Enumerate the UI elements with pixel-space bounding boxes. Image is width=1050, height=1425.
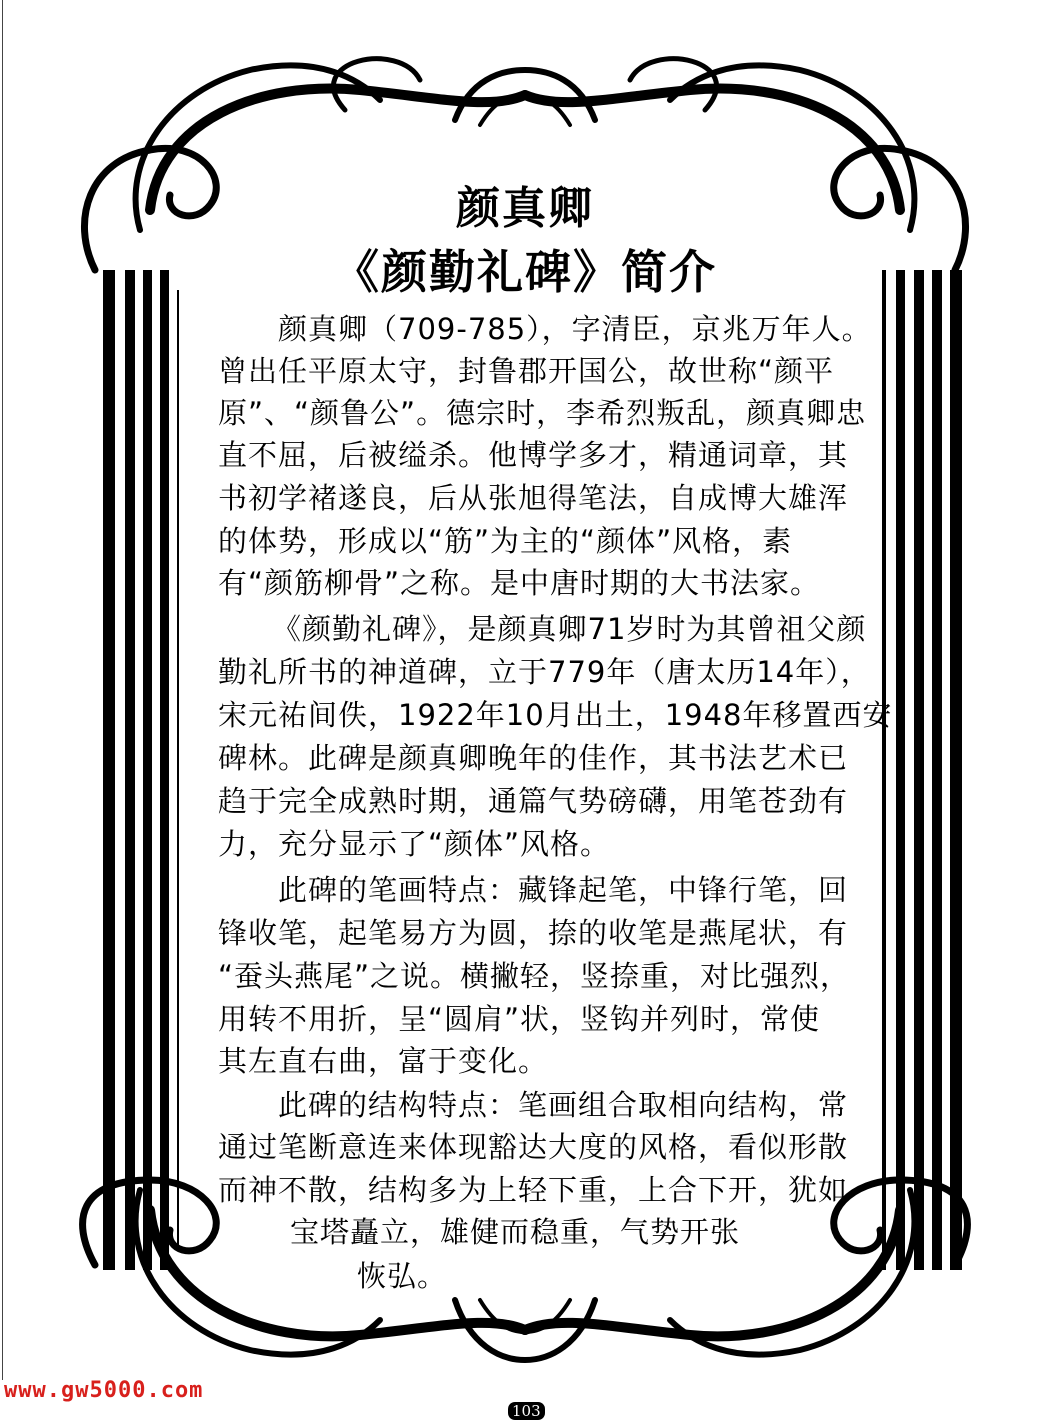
- body-line: 《颜勤礼碑》，是颜真卿71岁时为其曾祖父颜: [272, 612, 867, 646]
- body-line: 通过笔断意连来体现豁达大度的风格，看似形散: [218, 1130, 849, 1164]
- left-bar-3: [143, 270, 152, 1270]
- body-line: “蚕头燕尾”之说。横撇轻，竖捺重，对比强烈，: [218, 959, 851, 993]
- body-line: 而神不散，结构多为上轻下重，上合下开，犹如: [218, 1173, 849, 1207]
- left-bar-4: [160, 270, 169, 1270]
- watermark-url: www.gw5000.com: [4, 1378, 204, 1403]
- body-line: 直不屈，后被缢杀。他博学多才，精通词章，其: [218, 438, 849, 472]
- right-bar-5: [950, 270, 962, 1270]
- right-bar-2: [896, 270, 905, 1270]
- left-bar-5: [177, 290, 179, 1250]
- body-line: 锋收笔，起笔易方为圆，捺的收笔是燕尾状，有: [218, 916, 849, 950]
- right-bar-1: [882, 270, 886, 1270]
- body-line: 勤礼所书的神道碑，立于779年（唐太历14年），: [218, 655, 871, 689]
- right-bar-3: [914, 270, 924, 1270]
- body-line: 原”、“颜鲁公”。德宗时，李希烈叛乱，颜真卿忠: [218, 396, 867, 430]
- body-line: 恢弘。: [357, 1259, 448, 1293]
- book-title: 《颜勤礼碑》简介: [333, 245, 717, 299]
- body-line: 其左直右曲，富于变化。: [218, 1044, 549, 1078]
- body-line: 力，充分显示了“颜体”风格。: [218, 827, 611, 861]
- body-line: 颜真卿（709-785），字清臣，京兆万年人。: [278, 312, 872, 346]
- body-line: 碑林。此碑是颜真卿晚年的佳作，其书法艺术已: [218, 741, 849, 775]
- author-title: 颜真卿: [456, 183, 594, 234]
- body-line: 有“颜筋柳骨”之称。是中唐时期的大书法家。: [218, 566, 821, 600]
- left-bar-1: [103, 270, 115, 1270]
- body-line: 趋于完全成熟时期，通篇气势磅礴，用笔苍劲有: [218, 784, 849, 818]
- body-line: 宝塔矗立，雄健而稳重，气势开张: [290, 1215, 741, 1249]
- right-bar-4: [932, 270, 942, 1270]
- body-line: 宋元祐间佚，1922年10月出土，1948年移置西安: [218, 698, 893, 732]
- body-line: 书初学褚遂良，后从张旭得笔法，自成博大雄浑: [218, 481, 849, 515]
- body-line: 此碑的结构特点：笔画组合取相向结构，常: [278, 1088, 849, 1122]
- left-bar-2: [125, 270, 135, 1270]
- body-line: 的体势，形成以“筋”为主的“颜体”风格，素: [218, 524, 793, 558]
- body-line: 曾出任平原太守，封鲁郡开国公，故世称“颜平: [218, 354, 835, 388]
- page-number: 103: [508, 1402, 545, 1420]
- body-line: 此碑的笔画特点：藏锋起笔，中锋行笔，回: [278, 873, 849, 907]
- body-line: 用转不用折，呈“圆肩”状，竖钩并列时，常使: [218, 1002, 821, 1036]
